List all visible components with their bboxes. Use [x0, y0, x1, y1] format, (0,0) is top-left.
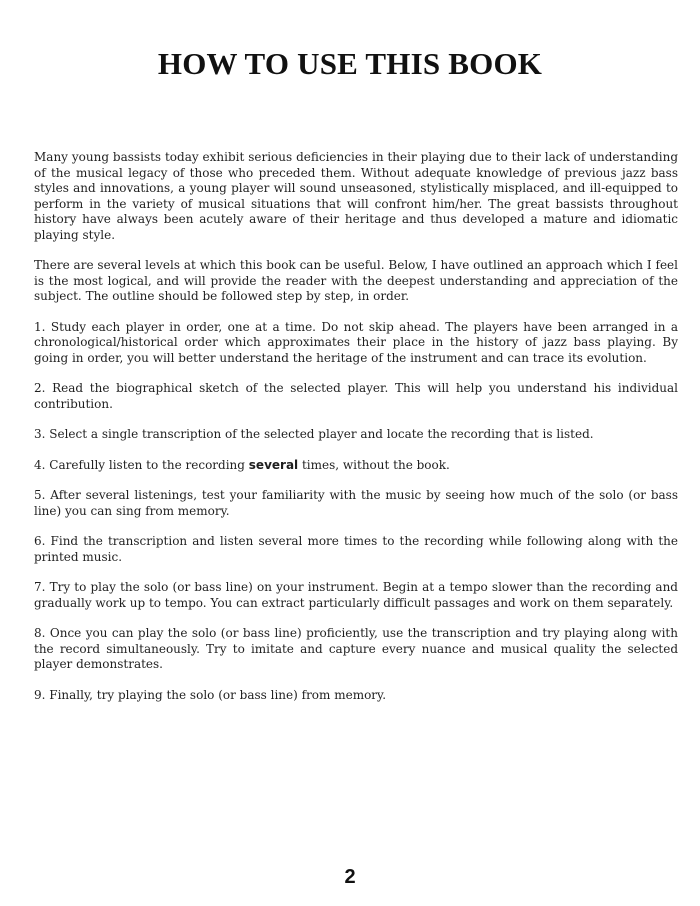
step-text: 4. Carefully listen to the recording	[34, 457, 249, 472]
intro-paragraph: There are several levels at which this book can be useful. Below, I have outlined an approach which I feel is the most logical, and will provide the reader with the deepest understanding and appreciation of the subject. The outline should be followed step by step, in order.	[34, 258, 678, 303]
step-item: 1. Study each player in order, one at a time. Do not skip ahead. The players have been arranged in a chronological/historical order which approximates their place in the history of jazz bass playing. By going in order, you will better understand the heritage of the instrument and can trace its evolution.	[34, 319, 678, 365]
step-item: 7. Try to play the solo (or bass line) on your instrument. Begin at a tempo slower than the recording and gradually work up to tempo. You can extract particularly difficult passages and work on them separately.	[34, 580, 678, 610]
step-item: 3. Select a single transcription of the selected player and locate the recording that is listed.	[34, 427, 594, 441]
step-item: 9. Finally, try playing the solo (or bass line) from memory.	[34, 687, 387, 702]
page-number: 2	[344, 866, 356, 888]
step-item: 8. Once you can play the solo (or bass line) proficiently, use the transcription and try playing along with the record simultaneously. Try to imitate and capture every nuance and musical quality the selected player demonstrates.	[34, 626, 678, 671]
step-text: times, without the book.	[298, 457, 450, 472]
step-item: 5. After several listenings, test your familiarity with the music by seeing how much of the solo (or bass line) you can sing from memory.	[34, 488, 678, 518]
step-item: 6. Find the transcription and listen several more times to the recording while following along with the printed music.	[34, 534, 678, 564]
step-item	[34, 458, 678, 474]
page-title: HOW TO USE THIS BOOK	[157, 46, 543, 81]
body-text	[34, 150, 678, 718]
emphasis-text: several	[248, 457, 299, 472]
step-item: 2. Read the biographical sketch of the selected player. This will help you understand his individual contribution.	[34, 381, 678, 411]
intro-paragraph: Many young bassists today exhibit serious deficiencies in their playing due to their lack of understanding of the musical legacy of those who preceded them. Without adequate knowledge of previous jazz bass styles and innovations, a young player will sound unseasoned, stylistically misplaced, and ill-equipped to perform in the variety of musical situations that will confront him/her. The great bassists throughout history have always been acutely aware of their heritage and thus developed a mature and idiomatic playing style.	[34, 150, 678, 242]
